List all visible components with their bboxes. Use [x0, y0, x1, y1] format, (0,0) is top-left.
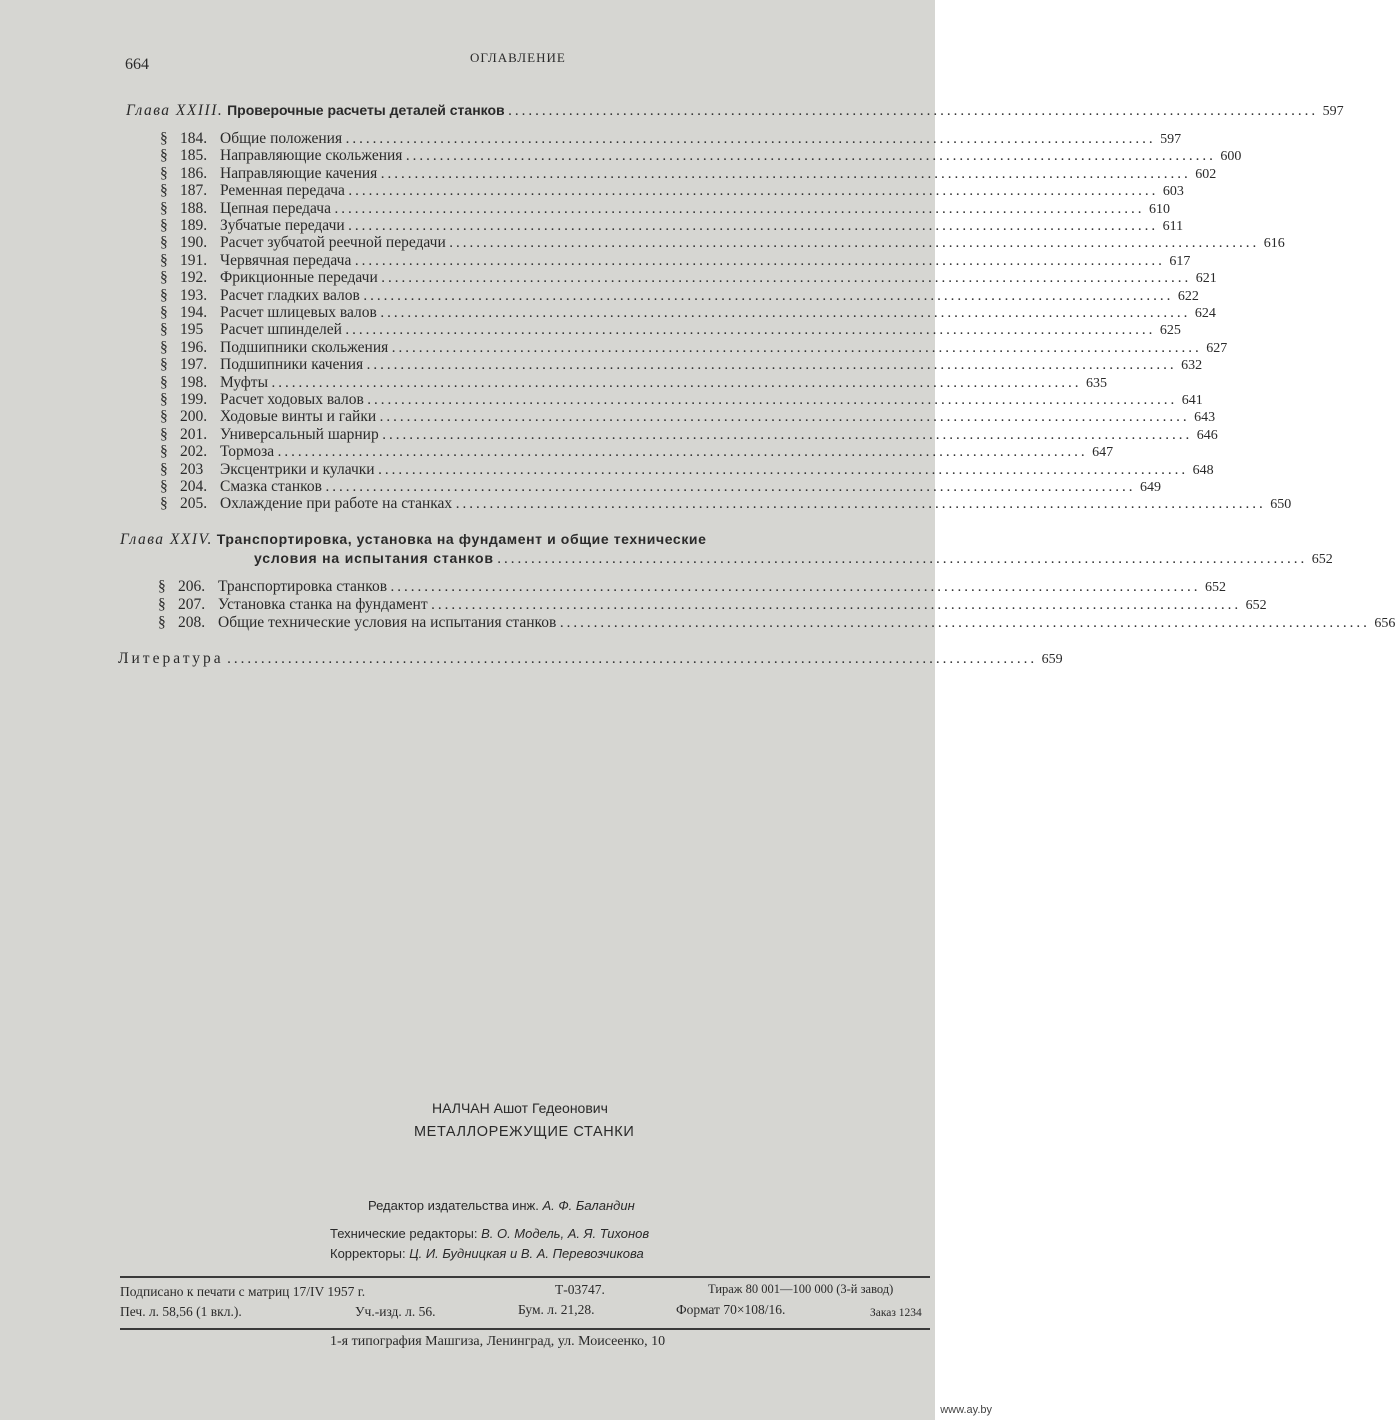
toc-page-number: 621 [1195, 271, 1217, 287]
section-title: Зубчатые передачи [220, 217, 345, 234]
section-title: Общие технические условия на испытания станков [218, 614, 557, 631]
toc-entry [158, 578, 1227, 597]
dot-leader: ........................................................................................................................ [380, 412, 1191, 425]
running-header: ОГЛАВЛЕНИЕ [470, 50, 566, 65]
section-title: Направляющие качения [220, 164, 378, 182]
toc-entry [160, 251, 1191, 271]
section-number: 198. [180, 373, 208, 391]
toc-page-number: 632 [1181, 358, 1203, 374]
section-title: Установка станка на фундамент [218, 596, 428, 613]
toc-entry [160, 304, 1216, 323]
dot-leader: ........................................................................................................................ [345, 325, 1156, 338]
toc-page-number: 603 [1162, 184, 1184, 200]
section-title: Расчет гладких валов [220, 286, 360, 304]
section-title: Тормоза [220, 443, 275, 461]
toc-entry [160, 199, 1170, 219]
dot-leader: ........................................................................................................................ [348, 221, 1159, 233]
toc-entry [160, 321, 1181, 340]
section-symbol: § [160, 147, 168, 165]
toc-page-number: 652 [1205, 580, 1227, 595]
imprint-sheets: Печ. л. 58,56 (1 вкл.). [120, 1304, 242, 1319]
section-number: 186. [180, 164, 208, 182]
section-number: 196. [180, 338, 208, 356]
dot-leader: ........................................................................................................................ [355, 255, 1166, 268]
section-number: 205. [180, 495, 208, 513]
toc-page-number: 643 [1194, 410, 1216, 426]
toc-entry [160, 460, 1214, 480]
section-symbol: § [158, 578, 166, 595]
section-number: 192. [180, 269, 208, 287]
section-symbol: § [160, 130, 168, 147]
toc-page-number: 646 [1196, 427, 1218, 443]
proofreaders-credit [330, 1246, 644, 1261]
dot-leader: ........................................................................................................................ [367, 395, 1178, 407]
section-number: 202. [180, 443, 208, 461]
editor-credit [368, 1198, 635, 1213]
section-title: Охлаждение при работе на станках [220, 495, 453, 513]
toc-entry [160, 234, 1285, 253]
toc-page-number: 656 [1374, 616, 1395, 631]
section-number: 195 [180, 321, 204, 339]
section-number: 201. [180, 425, 208, 443]
toc-entry [160, 495, 1292, 514]
imprint-printer: 1-я типография Машгиза, Ленинград, ул. Моисеенко, 10 [330, 1334, 666, 1349]
section-title: Подшипники качения [220, 356, 364, 374]
section-title: Подшипники скольжения [220, 338, 389, 356]
toc-entry [160, 478, 1161, 497]
toc-entry [160, 373, 1107, 393]
dot-leader: ........................................................................................................................ [406, 151, 1217, 164]
proofreaders-label: Корректоры: [330, 1246, 406, 1261]
tech-editors-credit [330, 1226, 649, 1241]
toc-entry [160, 269, 1217, 288]
book-title: МЕТАЛЛОРЕЖУЩИЕ СТАНКИ [414, 1124, 635, 1140]
dot-leader: ........................................................................................................................ [560, 618, 1371, 630]
dot-leader: ........................................................................................................................ [227, 654, 1038, 666]
toc-page-number: 597 [1160, 132, 1182, 147]
section-symbol: § [160, 199, 168, 217]
section-title: Ременная передача [220, 182, 345, 200]
toc-page-number: 649 [1139, 480, 1161, 495]
dot-leader: ........................................................................................................................ [380, 308, 1191, 320]
section-number: 207. [178, 596, 206, 613]
imprint-rule-top [120, 1276, 930, 1278]
imprint-paper-sheets: Бум. л. 21,28. [518, 1302, 595, 1317]
section-title: Фрикционные передачи [220, 269, 378, 287]
toc-entry [160, 217, 1184, 236]
chapter-label: Глава XXIV. [120, 531, 213, 548]
toc-page-number: 641 [1181, 393, 1203, 408]
editor-name: А. Ф. Баландин [542, 1198, 635, 1213]
toc-entry [160, 443, 1114, 462]
chapter-label: Глава XXIII. [126, 102, 224, 119]
section-title: Направляющие скольжения [220, 147, 403, 165]
section-title: Ходовые винты и гайки [220, 408, 377, 426]
section-number: 199. [180, 391, 208, 408]
toc-page-number: 627 [1206, 340, 1228, 356]
toc-entry [160, 391, 1203, 410]
chapter-title: Проверочные расчеты деталей станков [227, 102, 505, 118]
toc-page-number: 602 [1195, 166, 1217, 182]
section-symbol: § [160, 391, 168, 408]
dot-leader: ........................................................................................................................ [346, 134, 1157, 146]
section-title: Расчет ходовых валов [220, 391, 364, 408]
toc-page-number: 647 [1092, 445, 1114, 461]
dot-leader: ........................................................................................................................ [278, 447, 1089, 460]
imprint-code: Т-03747. [555, 1282, 605, 1297]
section-number: 190. [180, 234, 208, 252]
section-number: 200. [180, 408, 208, 426]
dot-leader: ........................................................................................................................ [497, 554, 1308, 566]
toc-page-number: 597 [1322, 104, 1344, 119]
toc-page-number: 600 [1220, 149, 1242, 165]
imprint-format: Формат 70×108/16. [676, 1302, 786, 1317]
imprint-print-run: Тираж 80 001—100 000 (3-й завод) [708, 1282, 894, 1296]
dot-leader: ........................................................................................................................ [391, 582, 1202, 594]
toc-page-number: 622 [1177, 288, 1199, 304]
chapter-heading [120, 531, 707, 549]
section-number: 208. [178, 614, 206, 631]
section-number: 185. [180, 147, 208, 165]
toc-entry [160, 338, 1228, 358]
dot-leader: ........................................................................................................................ [348, 186, 1159, 199]
tech-editors-names: В. О. Модель, А. Я. Тихонов [481, 1226, 650, 1241]
section-title: Универсальный шарнир [220, 425, 379, 443]
dot-leader: ........................................................................................................................ [378, 464, 1189, 477]
toc-entry [160, 182, 1184, 201]
chapter-title-line2: условия на испытания станков [254, 550, 494, 566]
dot-leader: ........................................................................................................................ [382, 429, 1193, 442]
toc-page-number: 650 [1270, 497, 1292, 513]
toc-page-number: 611 [1162, 219, 1184, 234]
section-symbol: § [160, 321, 168, 339]
dot-leader: ........................................................................................................................ [367, 360, 1178, 373]
dot-leader: ........................................................................................................................ [456, 499, 1267, 512]
section-symbol: § [160, 217, 168, 234]
section-title: Расчет зубчатой реечной передачи [220, 234, 446, 252]
dot-leader: ........................................................................................................................ [381, 273, 1192, 286]
section-symbol: § [160, 460, 168, 478]
section-title: Транспортировка станков [218, 578, 388, 595]
dot-leader: ........................................................................................................................ [392, 342, 1203, 355]
dot-leader: ........................................................................................................................ [334, 203, 1145, 216]
section-symbol: § [160, 443, 168, 461]
section-number: 194. [180, 304, 208, 321]
section-number: 204. [180, 478, 208, 495]
section-title: Цепная передача [220, 199, 331, 217]
section-title: Общие положения [220, 130, 343, 147]
dot-leader: ........................................................................................................................ [381, 168, 1192, 181]
toc-page-number: 625 [1159, 323, 1181, 339]
toc-entry [160, 356, 1203, 375]
section-number: 184. [180, 130, 208, 147]
chapter-heading-line2 [254, 550, 1333, 569]
imprint-pub-sheets: Уч.-изд. л. 56. [355, 1304, 436, 1319]
toc-entry [160, 164, 1217, 184]
section-symbol: § [160, 338, 168, 356]
section-symbol: § [160, 408, 168, 426]
section-symbol: § [160, 164, 168, 182]
toc-page-number: 616 [1263, 236, 1285, 252]
section-symbol: § [160, 373, 168, 391]
tech-editors-label: Технические редакторы: [330, 1226, 478, 1241]
section-number: 187. [180, 182, 208, 200]
section-number: 189. [180, 217, 208, 234]
dot-leader: ........................................................................................................................ [272, 377, 1082, 390]
toc-page-number: 652 [1311, 552, 1333, 567]
section-symbol: § [160, 251, 168, 269]
section-title: Расчет шлицевых валов [220, 304, 377, 321]
dot-leader: ........................................................................................................................ [431, 600, 1242, 612]
author-name: НАЛЧАН Ашот Гедеонович [432, 1100, 608, 1116]
section-symbol: § [160, 495, 168, 513]
toc-page-number: 659 [1041, 652, 1063, 667]
section-title: Смазка станков [220, 478, 322, 495]
toc-page-number: 617 [1169, 253, 1191, 269]
toc-entry [160, 147, 1242, 166]
section-symbol: § [160, 182, 168, 200]
section-title: Расчет шпинделей [220, 321, 342, 339]
section-number: 197. [180, 356, 208, 374]
section-number: 206. [178, 578, 206, 595]
toc-entry [158, 614, 1395, 633]
watermark: www.ay.by [940, 1404, 992, 1416]
section-symbol: § [160, 356, 168, 374]
imprint-rule-bottom [120, 1328, 930, 1330]
toc-entry [160, 130, 1182, 149]
imprint-order: Заказ 1234 [870, 1307, 922, 1319]
toc-page-number: 648 [1192, 462, 1214, 478]
section-symbol: § [158, 596, 166, 613]
section-symbol: § [158, 614, 166, 631]
dot-leader: ........................................................................................................................ [325, 482, 1136, 494]
section-number: 193. [180, 286, 208, 304]
proofreaders-names: Ц. И. Будницкая и В. А. Перевозчикова [409, 1246, 644, 1261]
toc-page-number: 635 [1086, 375, 1107, 391]
section-title: Эксцентрики и кулачки [220, 460, 375, 478]
page-number: 664 [125, 56, 149, 73]
toc-entry [160, 425, 1218, 445]
chapter-title-line1: Транспортировка, установка на фундамент и общие технические [216, 531, 707, 547]
toc-page-number: 610 [1148, 201, 1170, 217]
section-number: 203 [180, 460, 204, 478]
editor-label: Редактор издательства инж. [368, 1198, 539, 1213]
toc-entry [160, 408, 1216, 427]
section-number: 191. [180, 251, 208, 269]
dot-leader: ........................................................................................................................ [508, 106, 1319, 118]
toc-entry [158, 596, 1267, 615]
section-symbol: § [160, 425, 168, 443]
section-title: Муфты [220, 373, 268, 391]
imprint-signed: Подписано к печати с матриц 17/IV 1957 г. [120, 1284, 366, 1299]
dot-leader: ........................................................................................................................ [449, 238, 1260, 251]
toc-page-number: 652 [1245, 598, 1267, 613]
literature-entry [118, 650, 1063, 669]
section-symbol: § [160, 234, 168, 252]
section-symbol: § [160, 304, 168, 321]
section-symbol: § [160, 478, 168, 495]
chapter-heading [126, 102, 1344, 121]
toc-page-number: 624 [1194, 306, 1216, 321]
toc-entry [160, 286, 1199, 306]
section-title: Червячная передача [220, 251, 352, 269]
dot-leader: ........................................................................................................................ [363, 290, 1174, 303]
literature-title: Литература [118, 650, 224, 667]
section-symbol: § [160, 286, 168, 304]
section-number: 188. [180, 199, 208, 217]
section-symbol: § [160, 269, 168, 287]
